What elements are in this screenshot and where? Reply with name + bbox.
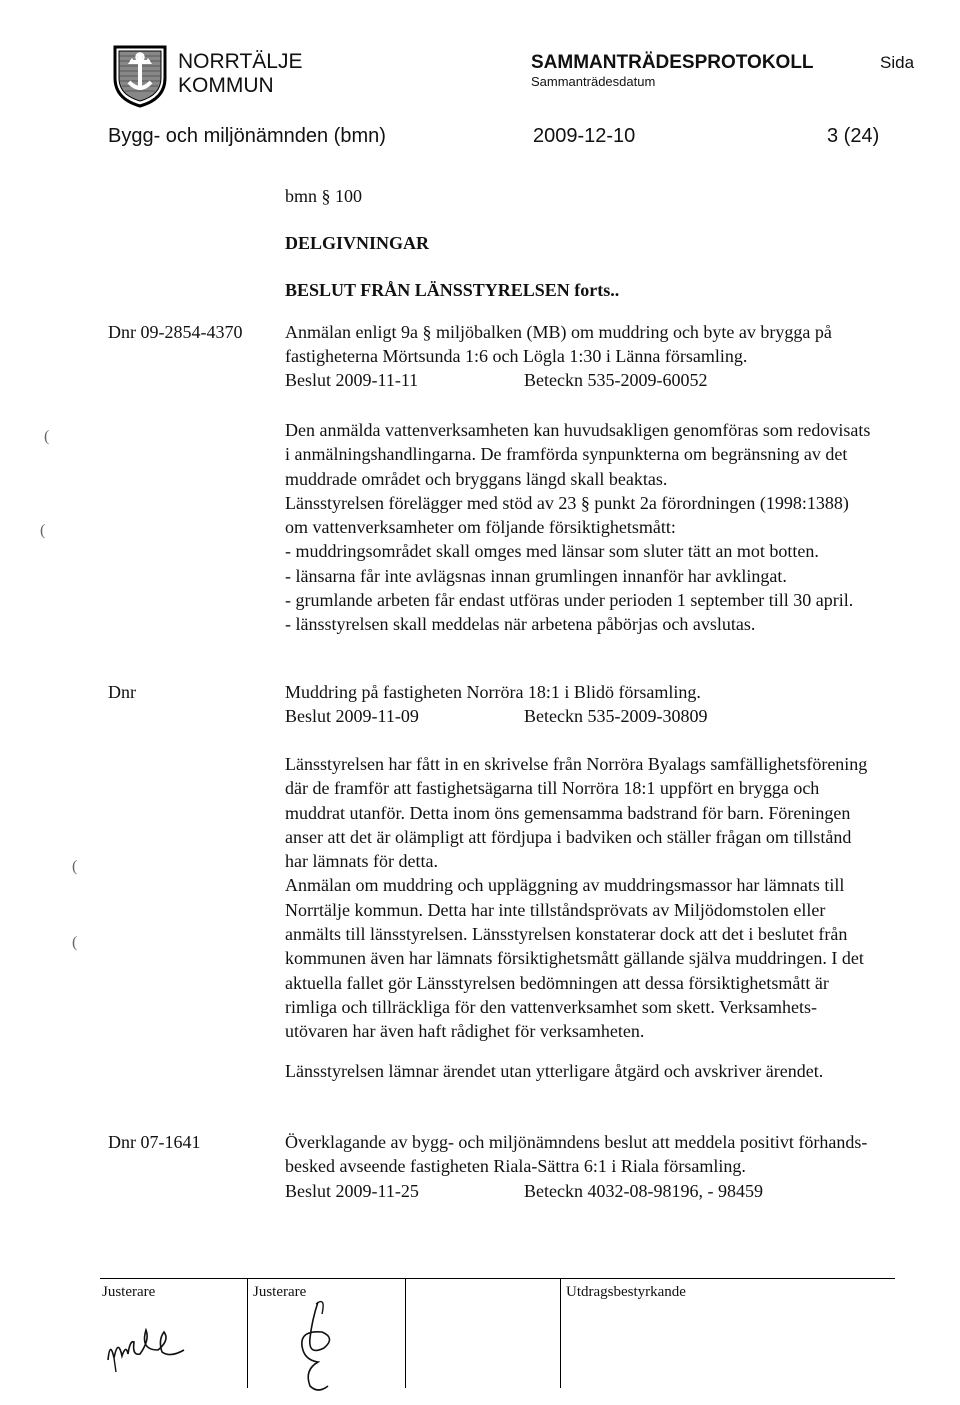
item1-body-line: muddrade området och bryggans längd skall beaktas.: [285, 468, 668, 489]
item2-body-line: Länsstyrelsen har fått in en skrivelse från Norröra Byalags samfällighetsförening: [285, 754, 868, 774]
margin-mark: (: [44, 428, 50, 445]
item1-dnr: Dnr 09-2854-4370: [108, 322, 243, 342]
section-subheading: BESLUT FRÅN LÄNSSTYRELSEN forts..: [285, 280, 620, 300]
org-name-line2: KOMMUN: [178, 74, 274, 97]
item2-title-line: Muddring på fastigheten Norröra 18:1 i Blidö församling.: [285, 682, 701, 702]
item1-body-line: om vattenverksamheter om följande försiktighetsmått:: [285, 517, 676, 538]
org-name-line1: NORRTÄLJE: [178, 50, 303, 73]
item3-title: [285, 1130, 867, 1179]
item2-body-line: anser att det är olämpligt att fördjupa i badviken och ställer frågan om tillstånd: [285, 826, 852, 847]
item3-dnr: Dnr 07-1641: [108, 1132, 201, 1152]
signature-2: [280, 1290, 360, 1400]
item2-body-line: anmälts till länsstyrelsen. Länsstyrelsen konstaterar dock att det i beslutet från: [285, 924, 848, 945]
item2-body-line: rimliga och tillräckliga för den vattenverksamhet som skett. Verksamhets-: [285, 996, 818, 1017]
item2-body-line: Norrtälje kommun. Detta har inte tillståndsprövats av Miljödomstolen eller: [285, 899, 826, 920]
margin-mark: (: [72, 934, 78, 951]
item1-body: [285, 418, 870, 637]
footer-divider: [405, 1278, 406, 1388]
item2-body-line: har lämnats för detta.: [285, 851, 438, 872]
footer-divider: [247, 1278, 248, 1388]
coat-of-arms-icon: [112, 44, 168, 108]
item3-beslut: Beslut 2009-11-25: [285, 1181, 419, 1201]
item2-body-line: Anmälan om muddring och uppläggning av muddringsmassor har lämnats till: [285, 875, 845, 896]
document-title: SAMMANTRÄDESPROTOKOLL: [531, 52, 814, 73]
margin-mark: (: [40, 522, 46, 539]
page-label: Sida: [880, 53, 915, 72]
meeting-date-label: Sammanträdesdatum: [531, 74, 656, 89]
item2-closing: Länsstyrelsen lämnar ärendet utan ytterligare åtgärd och avskriver ärendet.: [285, 1061, 824, 1081]
paragraph-reference: bmn § 100: [285, 186, 363, 206]
item2-body-line: kommunen även har lämnats försiktighetsmått gällande själva muddringen. I det: [285, 948, 864, 969]
item1-beteckn: Beteckn 535-2009-60052: [524, 370, 708, 390]
footer-divider: [560, 1278, 561, 1388]
item2-beslut: Beslut 2009-11-09: [285, 706, 419, 726]
footer-label-justerare-1: Justerare: [102, 1284, 156, 1300]
section-heading: DELGIVNINGAR: [285, 233, 430, 253]
item2-title: [285, 680, 701, 704]
item2-body-line: utövaren har även haft rådighet för verksamheten.: [285, 1021, 645, 1042]
footer-label-utdragsbestyrkande: Utdragsbestyrkande: [566, 1284, 686, 1300]
item1-title-line: fastigheterna Mörtsunda 1:6 och Lögla 1:30 i Länna församling.: [285, 346, 748, 367]
committee-name: Bygg- och miljönämnden (bmn): [108, 125, 386, 147]
item2-body-line: aktuella fallet gör Länsstyrelsen bedömningen att dessa försiktighetsmått är: [285, 972, 829, 993]
item1-body-line: Länsstyrelsen förelägger med stöd av 23 § punkt 2a förordningen (1998:1388): [285, 492, 849, 513]
item3-title-line: Överklagande av bygg- och miljönämndens beslut att meddela positivt förhands-: [285, 1132, 868, 1152]
item1-body-line: Den anmälda vattenverksamheten kan huvudsakligen genomföras som redovisats: [285, 420, 871, 440]
footer-label-justerare-2: Justerare: [253, 1284, 307, 1300]
item3-beteckn: Beteckn 4032-08-98196, - 98459: [524, 1181, 763, 1201]
item1-body-line: - länsarna får inte avlägsnas innan grumlingen innanför har avklingat.: [285, 565, 787, 586]
margin-mark: (: [72, 858, 78, 875]
page-number: 3 (24): [827, 125, 880, 147]
footer-rule: [100, 1278, 895, 1279]
signature-1: [100, 1310, 220, 1380]
item1-body-line: - länsstyrelsen skall meddelas när arbetena påbörjas och avslutas.: [285, 614, 756, 635]
item1-body-line: i anmälningshandlingarna. De framförda synpunkterna om begränsning av det: [285, 444, 848, 465]
item2-dnr: Dnr: [108, 682, 136, 702]
item2-body-line: där de framför att fastighetsägarna till Norröra 18:1 uppfört en brygga och: [285, 778, 820, 799]
item2-body: [285, 752, 867, 1044]
item1-body-line: - muddringsområdet skall omges med länsar som sluter tätt an mot botten.: [285, 541, 819, 562]
meeting-date: 2009-12-10: [533, 125, 636, 147]
item1-beslut: Beslut 2009-11-11: [285, 370, 419, 390]
item3-title-line: besked avseende fastigheten Riala-Sättra 6:1 i Riala församling.: [285, 1156, 746, 1177]
item1-title-line: Anmälan enligt 9a § miljöbalken (MB) om muddring och byte av brygga på: [285, 322, 832, 342]
item2-body-line: muddrat utanför. Detta inom öns gemensamma badstrand för barn. Föreningen: [285, 802, 851, 823]
item2-beteckn: Beteckn 535-2009-30809: [524, 706, 708, 726]
item1-body-line: - grumlande arbeten får endast utföras under perioden 1 september till 30 april.: [285, 590, 854, 611]
item1-title: [285, 320, 832, 369]
